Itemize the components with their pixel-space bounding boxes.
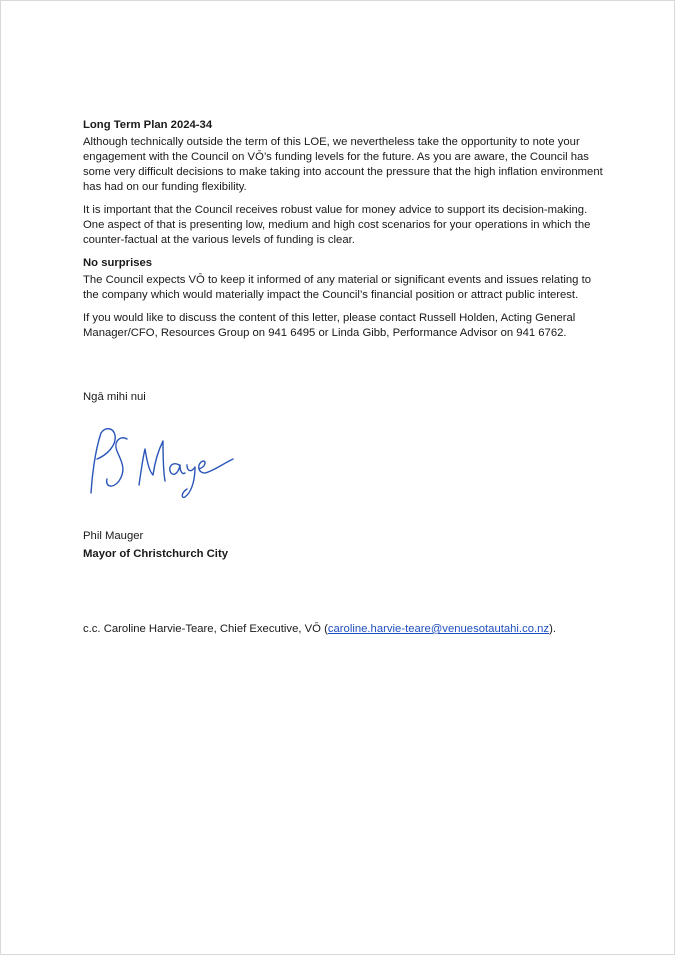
paragraph-contact: If you would like to discuss the content of this letter, please contact Russell Holden, Acting General Manager/CFO, Resources Group on 941 6495 or Linda Gibb, Performance Advisor on 941 6762.: [83, 312, 576, 339]
paragraph-keep-informed: The Council expects VŌ to keep it informed of any material or significant events and issues relating to the company which would materially impact the Council’s financial position or attract public interest.: [83, 274, 591, 301]
cc-email-link[interactable]: caroline.harvie-teare@venuesotautahi.co.nz: [327, 623, 550, 635]
cc-line: [83, 622, 603, 637]
signer-name: Phil Mauger: [83, 530, 144, 542]
section-heading-no-surprises: No surprises: [83, 257, 153, 269]
handwritten-signature: [83, 421, 243, 506]
paragraph-value-for-money: It is important that the Council receives robust value for money advice to support its decision-making. One aspect of that is presenting low, medium and high cost scenarios for your operations in which the counter-factual at the various levels of funding is clear.: [83, 204, 591, 246]
cc-suffix: ).: [549, 623, 556, 635]
signer-title: Mayor of Christchurch City: [83, 548, 228, 560]
section-heading-long-term-plan: Long Term Plan 2024-34: [83, 119, 213, 131]
closing-salutation: Ngā mihi nui: [83, 391, 146, 403]
cc-prefix: c.c. Caroline Harvie-Teare, Chief Executive, VŌ (: [83, 623, 328, 635]
paragraph-ltp-engagement: Although technically outside the term of this LOE, we nevertheless take the opportunity to note your engagement with the Council on VŌ’s funding levels for the future. As you are aware, the Council has some very difficult decisions to make taking into account the pressure that the high inflation environment has had on our funding flexibility.: [83, 136, 603, 193]
letter-body: [83, 118, 603, 349]
